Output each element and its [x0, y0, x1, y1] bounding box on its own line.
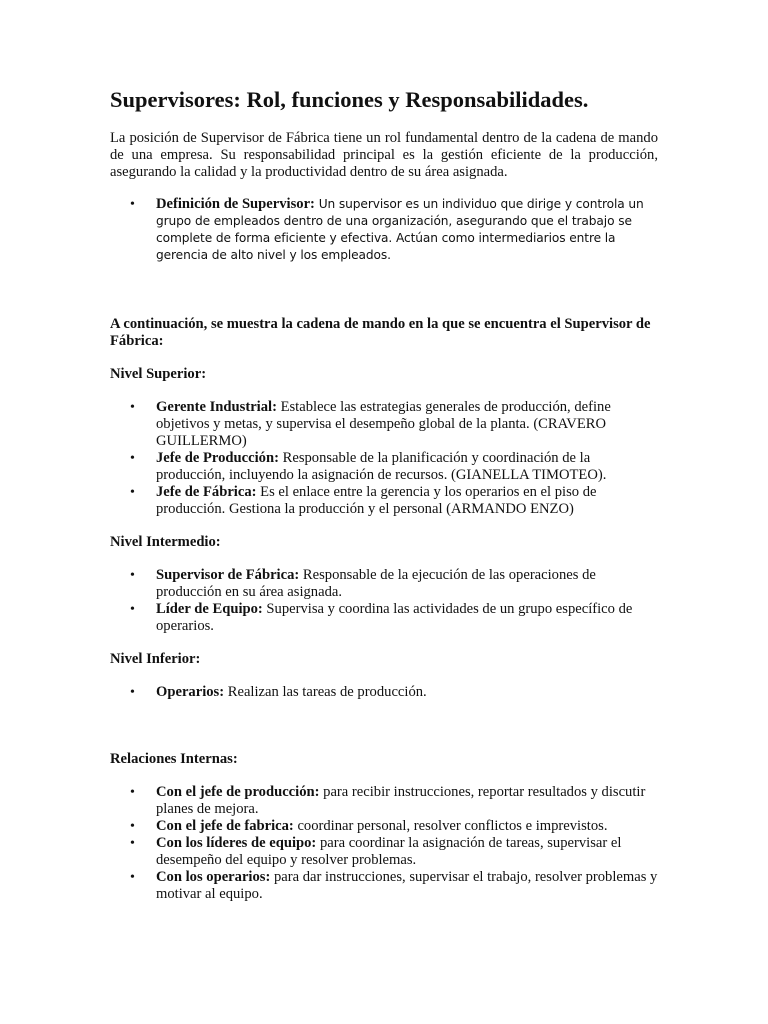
- level-superior-list: [110, 399, 658, 518]
- item-term: Jefe de Fábrica:: [156, 484, 257, 500]
- item-term: Líder de Equipo:: [156, 601, 263, 617]
- definition-text: Un supervisor es un individuo que dirige y controla un grupo de empleados dentro de una organización, asegurando que el trabajo se complete de forma eficiente y efectiva. Actúan como intermediarios entre la gerencia de alto nivel y los empleados.: [156, 197, 644, 262]
- definition-term: Definición de Supervisor:: [156, 196, 315, 212]
- relations-list: [110, 784, 658, 903]
- bullet-icon: •: [130, 685, 135, 700]
- item-text: Es el enlace entre la gerencia y los operarios en el piso de producción. Gestiona la producción y el personal (ARMANDO ENZO): [156, 484, 597, 517]
- bullet-icon: •: [130, 485, 135, 500]
- bullet-icon: •: [130, 568, 135, 583]
- list-item: [110, 399, 658, 450]
- list-item: [110, 601, 658, 635]
- bullet-icon: •: [130, 819, 135, 834]
- item-term: Supervisor de Fábrica:: [156, 567, 300, 583]
- list-item: [110, 450, 658, 484]
- list-item: [110, 869, 658, 903]
- item-term: Con los operarios:: [156, 869, 271, 885]
- level-superior-heading: Nivel Superior:: [110, 366, 207, 382]
- item-term: Con los líderes de equipo:: [156, 835, 317, 851]
- item-text: Responsable de la ejecución de las operaciones de producción en su área asignada.: [156, 567, 596, 600]
- item-term: Jefe de Producción:: [156, 450, 279, 466]
- list-item: [110, 818, 658, 835]
- item-term: Con el jefe de fabrica:: [156, 818, 294, 834]
- bullet-icon: •: [130, 870, 135, 885]
- list-item: [110, 567, 658, 601]
- chain-of-command-heading: A continuación, se muestra la cadena de mando en la que se encuentra el Supervisor de Fábrica:: [110, 316, 651, 349]
- item-text: para coordinar la asignación de tareas, supervisar el desempeño del equipo y resolver problemas.: [156, 835, 622, 868]
- item-term: Operarios:: [156, 684, 225, 700]
- item-text: para recibir instrucciones, reportar resultados y discutir planes de mejora.: [156, 784, 646, 817]
- bullet-icon: •: [130, 602, 135, 617]
- level-intermedio-list: [110, 567, 658, 635]
- item-term: Gerente Industrial:: [156, 399, 277, 415]
- level-inferior-list: [110, 684, 658, 701]
- list-item: [110, 684, 658, 701]
- item-text: coordinar personal, resolver conflictos e imprevistos.: [293, 818, 608, 834]
- item-term: Con el jefe de producción:: [156, 784, 320, 800]
- bullet-icon: •: [130, 836, 135, 851]
- bullet-icon: •: [130, 197, 135, 212]
- item-text: Responsable de la planificación y coordinación de la producción, incluyendo la asignación de recursos. (GIANELLA TIMOTEO).: [156, 450, 607, 483]
- list-item: [110, 784, 658, 818]
- document-page: [110, 86, 658, 903]
- bullet-icon: •: [130, 451, 135, 466]
- list-item: [110, 484, 658, 518]
- bullet-icon: •: [130, 785, 135, 800]
- level-inferior-heading: Nivel Inferior:: [110, 651, 201, 667]
- page-title: Supervisores: Rol, funciones y Responsabilidades.: [110, 87, 589, 112]
- list-item-definition: [110, 196, 658, 264]
- definition-list: [110, 196, 658, 264]
- intro-paragraph: La posición de Supervisor de Fábrica tiene un rol fundamental dentro de la cadena de mando de una empresa. Su responsabilidad principal es la gestión eficiente de la producción, asegurando la calidad y la productividad dentro de su área asignada.: [110, 130, 658, 180]
- bullet-icon: •: [130, 400, 135, 415]
- item-text: Establece las estrategias generales de producción, define objetivos y metas, y supervisa el desempeño global de la planta. (CRAVERO GUILLERMO): [156, 399, 611, 449]
- item-text: para dar instrucciones, supervisar el trabajo, resolver problemas y motivar al equipo.: [156, 869, 658, 902]
- level-intermedio-heading: Nivel Intermedio:: [110, 534, 221, 550]
- item-text: Realizan las tareas de producción.: [224, 684, 427, 700]
- item-text: Supervisa y coordina las actividades de un grupo específico de operarios.: [156, 601, 633, 634]
- relations-heading: Relaciones Internas:: [110, 751, 238, 767]
- list-item: [110, 835, 658, 869]
